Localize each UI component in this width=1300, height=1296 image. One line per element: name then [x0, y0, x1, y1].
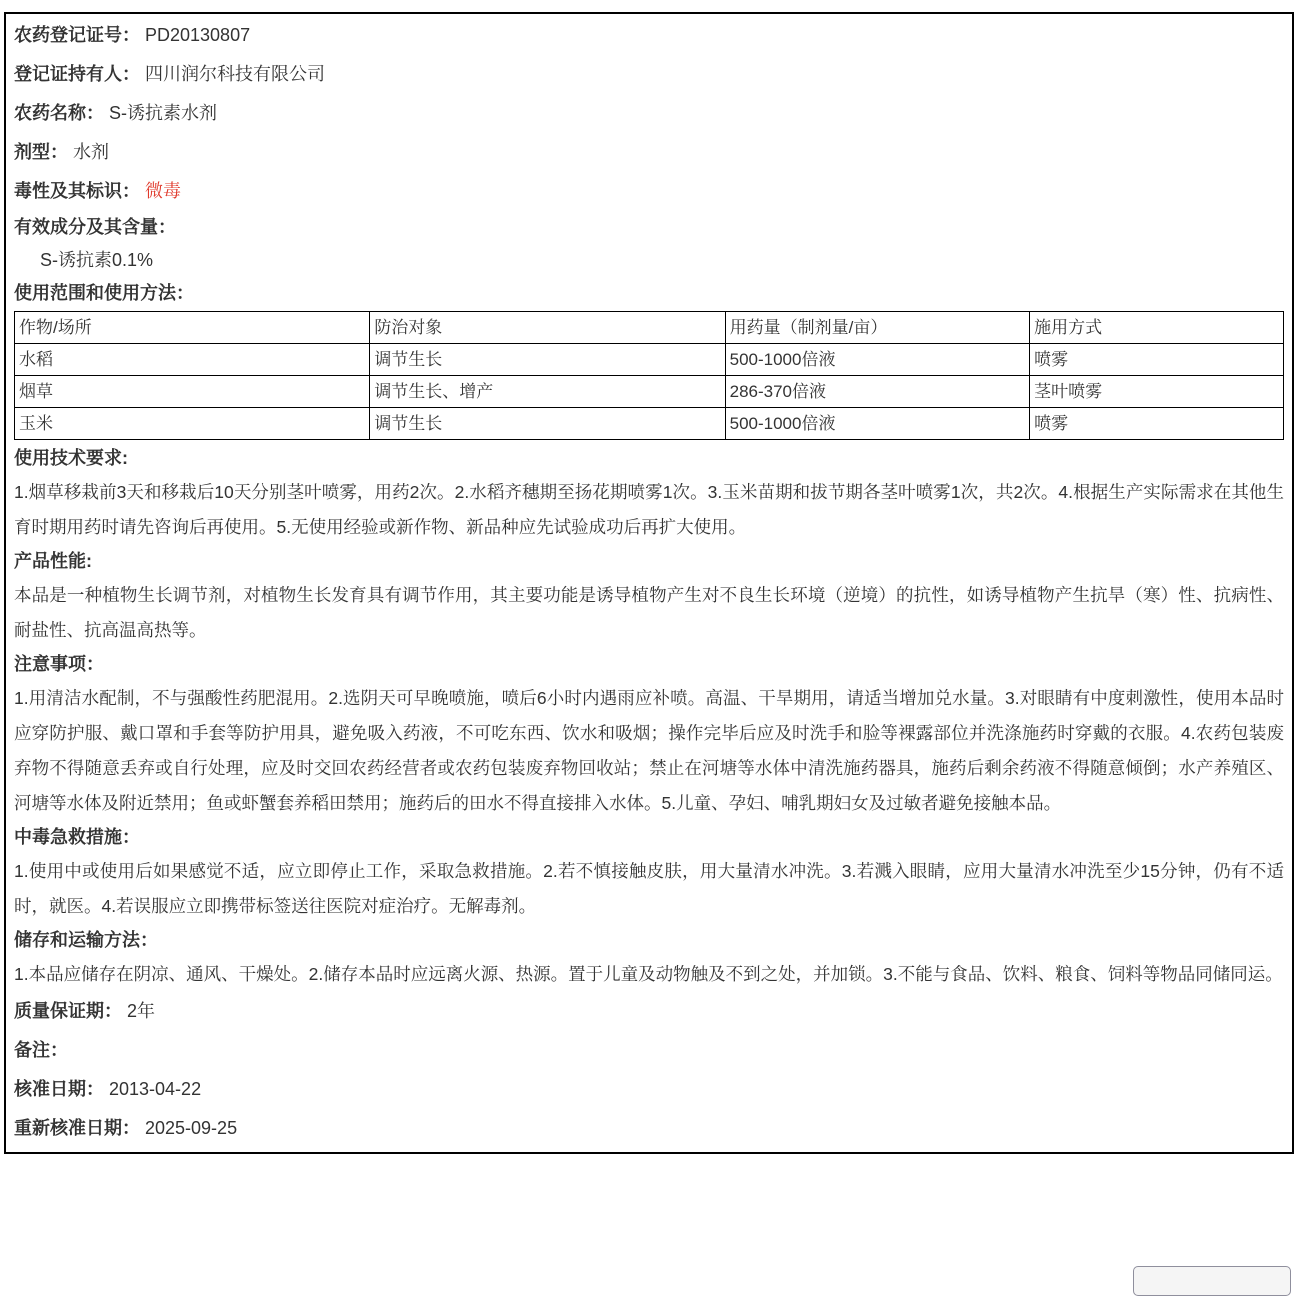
field-value: PD20130807 [145, 25, 251, 45]
field-certificate-holder [14, 55, 1284, 94]
cell-dose: 500-1000倍液 [725, 344, 1030, 376]
field-label: 剂型： [14, 142, 68, 162]
cell-target: 调节生长 [370, 344, 725, 376]
section-body: 1.使用中或使用后如果感觉不适，应立即停止工作，采取急救措施。2.若不慎接触皮肤，用大量清水冲洗。3.若溅入眼睛，应用大量清水冲洗至少15分钟，仍有不适时，就医。4.若误服应立即携带标签送往医院对症治疗。无解毒剂。 [14, 861, 1284, 916]
cell-crop: 烟草 [15, 376, 370, 408]
field-value: 2013-04-22 [109, 1079, 202, 1099]
cell-method: 茎叶喷雾 [1030, 376, 1284, 408]
col-header-dose: 用药量（制剂量/亩） [725, 312, 1030, 344]
section-heading: 注意事项： [14, 654, 104, 674]
section-heading: 使用技术要求: [14, 448, 128, 468]
section-body: 本品是一种植物生长调节剂，对植物生长发育具有调节作用，其主要功能是诱导植物产生对不良生长环境（逆境）的抗性，如诱导植物产生抗旱（寒）性、抗病性、耐盐性、抗高温高热等。 [14, 585, 1284, 640]
field-label: 登记证持有人： [14, 64, 140, 84]
table-row [15, 344, 1284, 376]
bottom-cutoff-button[interactable] [1133, 1266, 1291, 1296]
usage-scope-heading: 使用范围和使用方法： [14, 283, 194, 303]
field-label: 农药登记证号： [14, 25, 140, 45]
field-toxicity [14, 172, 1284, 211]
cell-dose: 286-370倍液 [725, 376, 1030, 408]
active-ingredient-heading: 有效成分及其含量： [14, 217, 176, 237]
field-value: 四川润尔科技有限公司 [145, 64, 325, 84]
field-value: 2年 [127, 1001, 156, 1021]
section-body: 1.本品应储存在阴凉、通风、干燥处。2.储存本品时应远离火源、热源。置于儿童及动物触及不到之处，并加锁。3.不能与食品、饮料、粮食、饲料等物品同储同运。 [14, 964, 1283, 984]
section-technical-requirements [14, 442, 1284, 545]
usage-table [14, 311, 1284, 440]
section-storage-transport [14, 924, 1284, 992]
cell-method: 喷雾 [1030, 344, 1284, 376]
field-shelf-life [14, 992, 1284, 1031]
field-approval-date [14, 1070, 1284, 1109]
field-formulation [14, 133, 1284, 172]
col-header-crop: 作物/场所 [15, 312, 370, 344]
field-remarks [14, 1031, 1284, 1070]
section-heading: 产品性能: [14, 551, 92, 571]
field-label: 核准日期： [14, 1079, 104, 1099]
field-label: 备注： [14, 1040, 68, 1060]
section-heading: 中毒急救措施： [14, 827, 140, 847]
table-row [15, 376, 1284, 408]
section-body: 1.用清洁水配制，不与强酸性药肥混用。2.选阴天可早晚喷施，喷后6小时内遇雨应补喷。高温、干旱期用，请适当增加兑水量。3.对眼睛有中度刺激性，使用本品时应穿防护服、戴口罩和手套等防护用具，避免吸入药液，不可吃东西、饮水和吸烟；操作完毕后应及时洗手和脸等裸露部位并洗涤施药时穿戴的衣服。4.农药包装废弃物不得随意丢弃或自行处理，应及时交回农药经营者或农药包装废弃物回收站；禁止在河塘等水体中清洗施药器具，施药后剩余药液不得随意倾倒；水产养殖区、河塘等水体及附近禁用；鱼或虾蟹套养稻田禁用；施药后的田水不得直接排入水体。5.儿童、孕妇、哺乳期妇女及过敏者避免接触本品。 [14, 688, 1284, 813]
section-first-aid [14, 821, 1284, 924]
field-reapproval-date [14, 1109, 1284, 1148]
cell-dose: 500-1000倍液 [725, 408, 1030, 440]
field-pesticide-name [14, 94, 1284, 133]
section-precautions [14, 648, 1284, 821]
cell-method: 喷雾 [1030, 408, 1284, 440]
table-row [15, 408, 1284, 440]
col-header-method: 施用方式 [1030, 312, 1284, 344]
field-label: 农药名称： [14, 103, 104, 123]
cell-target: 调节生长、增产 [370, 376, 725, 408]
field-registration-number [14, 16, 1284, 55]
field-label: 质量保证期： [14, 1001, 122, 1021]
usage-table-header-row [15, 312, 1284, 344]
cell-crop: 玉米 [15, 408, 370, 440]
active-ingredient-value: S-诱抗素0.1% [40, 250, 154, 270]
toxicity-value: 微毒 [145, 181, 181, 201]
field-label: 重新核准日期： [14, 1118, 140, 1138]
section-body: 1.烟草移栽前3天和移栽后10天分别茎叶喷雾，用药2次。2.水稻齐穗期至扬花期喷雾1次。3.玉米苗期和拔节期各茎叶喷雾1次，共2次。4.根据生产实际需求在其他生育时期用药时请先咨询后再使用。5.无使用经验或新作物、新品种应先试验成功后再扩大使用。 [14, 482, 1284, 537]
field-value: 2025-09-25 [145, 1118, 238, 1138]
registration-detail-box [4, 12, 1294, 1154]
cell-crop: 水稻 [15, 344, 370, 376]
field-value: S-诱抗素水剂 [109, 103, 217, 123]
section-heading: 储存和运输方法： [14, 930, 158, 950]
field-value: 水剂 [73, 142, 109, 162]
cell-target: 调节生长 [370, 408, 725, 440]
section-product-performance [14, 545, 1284, 648]
field-label: 毒性及其标识： [14, 181, 140, 201]
col-header-target: 防治对象 [370, 312, 725, 344]
